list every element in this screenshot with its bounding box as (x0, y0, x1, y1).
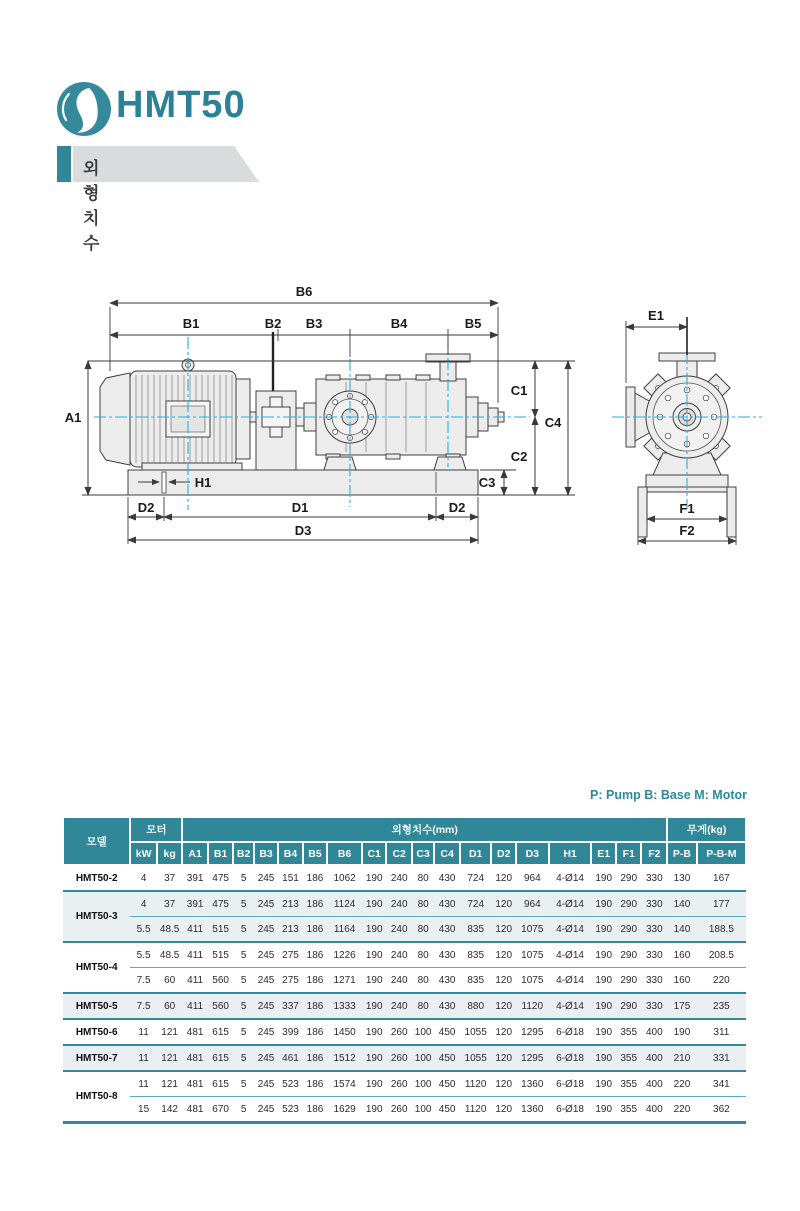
value-cell: 121 (157, 1071, 183, 1097)
model-cell: HMT50-2 (75, 872, 118, 884)
value-cell: 1055 (460, 1045, 492, 1071)
value-cell: 120 (491, 1097, 515, 1123)
value-cell: 186 (303, 942, 327, 968)
col-group-weight: 무게(kg) (667, 817, 746, 842)
value-cell: 190 (362, 1071, 386, 1097)
legend-text: P: Pump B: Base M: Motor (590, 788, 747, 802)
value-cell: 186 (303, 1019, 327, 1045)
value-cell: 290 (616, 942, 642, 968)
value-cell: 220 (667, 1071, 697, 1097)
value-cell: 290 (616, 891, 642, 917)
value-cell: 190 (591, 1097, 615, 1123)
value-cell: 188.5 (697, 917, 746, 943)
col-header-d3: D3 (516, 842, 549, 865)
value-cell: 100 (412, 1019, 434, 1045)
value-cell: 450 (434, 1071, 460, 1097)
value-cell: 220 (697, 968, 746, 994)
value-cell: 60 (157, 993, 183, 1019)
value-cell: 5.5 (130, 942, 157, 968)
side-view (65, 284, 575, 544)
value-cell: 245 (254, 1097, 278, 1123)
value-cell: 245 (254, 1045, 278, 1071)
value-cell: 120 (491, 1045, 515, 1071)
value-cell: 355 (616, 1071, 642, 1097)
value-cell: 235 (697, 993, 746, 1019)
col-header-c3: C3 (412, 842, 434, 865)
value-cell: 240 (386, 968, 412, 994)
value-cell: 4-Ø14 (549, 993, 592, 1019)
value-cell: 48.5 (157, 917, 183, 943)
value-cell: 399 (278, 1019, 302, 1045)
value-cell: 245 (254, 891, 278, 917)
value-cell: 120 (491, 993, 515, 1019)
value-cell: 4 (140, 872, 147, 884)
value-cell: 5 (240, 872, 247, 884)
value-cell: 560 (208, 968, 234, 994)
value-cell: 450 (434, 1045, 460, 1071)
value-cell: 430 (434, 993, 460, 1019)
value-cell: 245 (254, 968, 278, 994)
value-cell: 724 (460, 891, 492, 917)
col-group-dimensions: 외형치수(mm) (182, 817, 667, 842)
col-header-kw: kW (130, 842, 157, 865)
value-cell: 6-Ø18 (549, 1071, 592, 1097)
value-cell: 190 (667, 1019, 697, 1045)
value-cell: 190 (591, 993, 615, 1019)
value-cell: 290 (616, 968, 642, 994)
value-cell: 120 (491, 891, 515, 917)
col-header-f2: F2 (641, 842, 667, 865)
col-header-d1: D1 (460, 842, 492, 865)
dim-label-c4: C4 (544, 415, 562, 430)
value-cell: 245 (254, 993, 278, 1019)
dimensions-table (62, 816, 747, 1124)
value-cell: 37 (157, 891, 183, 917)
value-cell: 186 (303, 1097, 327, 1123)
value-cell: 290 (620, 872, 638, 884)
value-cell: 411 (182, 917, 208, 943)
value-cell: 186 (303, 993, 327, 1019)
value-cell: 475 (212, 872, 229, 884)
value-cell: 6-Ø18 (549, 1045, 592, 1071)
value-cell: 177 (697, 891, 746, 917)
value-cell: 523 (278, 1097, 302, 1123)
value-cell: 240 (390, 872, 408, 884)
value-cell: 1120 (516, 993, 549, 1019)
value-cell: 391 (182, 891, 208, 917)
value-cell: 1360 (516, 1071, 549, 1097)
value-cell: 355 (616, 1045, 642, 1071)
value-cell: 167 (713, 872, 730, 884)
value-cell: 213 (278, 891, 302, 917)
value-cell: 220 (667, 1097, 697, 1123)
table-row (63, 1045, 746, 1071)
sub-header-row (63, 842, 746, 865)
value-cell: 186 (303, 1071, 327, 1097)
dim-label-e1: E1 (648, 308, 664, 323)
table-row (63, 1097, 746, 1123)
value-cell: 1333 (327, 993, 362, 1019)
dim-label-c1: C1 (510, 383, 528, 398)
value-cell: 121 (157, 1045, 183, 1071)
value-cell: 140 (667, 917, 697, 943)
value-cell: 481 (182, 1097, 208, 1123)
value-cell: 964 (516, 891, 549, 917)
model-cell: HMT50-8 (63, 1071, 130, 1123)
value-cell: 670 (208, 1097, 234, 1123)
value-cell: 450 (434, 1019, 460, 1045)
value-cell: 330 (641, 917, 667, 943)
value-cell: 330 (645, 872, 663, 884)
value-cell: 186 (303, 968, 327, 994)
value-cell: 121 (157, 1019, 183, 1045)
value-cell: 142 (157, 1097, 183, 1123)
value-cell: 355 (616, 1019, 642, 1045)
dim-label-c3: C3 (478, 475, 496, 490)
value-cell: 100 (412, 1071, 434, 1097)
value-cell: 5 (233, 1019, 253, 1045)
dim-label-d3: D3 (294, 523, 312, 538)
col-header-h1: H1 (549, 842, 592, 865)
value-cell: 4-Ø14 (549, 917, 592, 943)
value-cell: 1512 (327, 1045, 362, 1071)
value-cell: 5 (233, 942, 253, 968)
value-cell: 355 (616, 1097, 642, 1123)
value-cell: 337 (278, 993, 302, 1019)
dim-label-d2-right: D2 (448, 500, 466, 515)
value-cell: 4-Ø14 (549, 968, 592, 994)
value-cell: 190 (591, 917, 615, 943)
page-title: HMT50 (116, 84, 246, 126)
value-cell: 341 (697, 1071, 746, 1097)
value-cell: 240 (386, 993, 412, 1019)
value-cell: 1295 (516, 1045, 549, 1071)
value-cell: 275 (278, 942, 302, 968)
value-cell: 1164 (327, 917, 362, 943)
col-group-motor: 모터 (130, 817, 182, 842)
value-cell: 1075 (516, 942, 549, 968)
value-cell: 560 (208, 993, 234, 1019)
value-cell: 60 (157, 968, 183, 994)
value-cell: 481 (182, 1071, 208, 1097)
value-cell: 724 (467, 872, 485, 884)
col-header-c2: C2 (386, 842, 412, 865)
value-cell: 260 (386, 1097, 412, 1123)
value-cell: 186 (303, 917, 327, 943)
value-cell: 1120 (460, 1097, 492, 1123)
dim-label-d2-left: D2 (137, 500, 155, 515)
dim-label-b4: B4 (390, 316, 408, 331)
value-cell: 411 (182, 993, 208, 1019)
value-cell: 120 (491, 1019, 515, 1045)
value-cell: 475 (208, 891, 234, 917)
value-cell: 290 (616, 917, 642, 943)
value-cell: 1226 (327, 942, 362, 968)
col-header-f1: F1 (616, 842, 642, 865)
value-cell: 330 (641, 942, 667, 968)
value-cell: 515 (208, 917, 234, 943)
value-cell: 275 (278, 968, 302, 994)
value-cell: 80 (412, 891, 434, 917)
value-cell: 245 (254, 1071, 278, 1097)
value-cell: 5.5 (130, 917, 157, 943)
value-cell: 120 (495, 872, 513, 884)
value-cell: 48.5 (157, 942, 183, 968)
value-cell: 400 (641, 1097, 667, 1123)
value-cell: 1574 (327, 1071, 362, 1097)
value-cell: 186 (303, 891, 327, 917)
value-cell: 260 (386, 1019, 412, 1045)
value-cell: 190 (362, 1097, 386, 1123)
value-cell: 5 (233, 1071, 253, 1097)
value-cell: 461 (278, 1045, 302, 1071)
value-cell: 160 (667, 968, 697, 994)
col-header-b5: B5 (303, 842, 327, 865)
value-cell: 615 (208, 1071, 234, 1097)
value-cell: 1120 (460, 1071, 492, 1097)
value-cell: 80 (412, 993, 434, 1019)
value-cell: 5 (233, 1045, 253, 1071)
table-row (63, 865, 746, 891)
value-cell: 120 (491, 917, 515, 943)
dim-label-f1: F1 (679, 501, 695, 516)
value-cell: 835 (460, 917, 492, 943)
value-cell: 835 (460, 968, 492, 994)
col-header-b4: B4 (278, 842, 302, 865)
value-cell: 6-Ø18 (549, 1097, 592, 1123)
value-cell: 4-Ø14 (549, 942, 592, 968)
value-cell: 213 (278, 917, 302, 943)
dim-label-b1: B1 (182, 316, 200, 331)
value-cell: 964 (523, 872, 541, 884)
value-cell: 190 (362, 917, 386, 943)
col-header-c1: C1 (362, 842, 386, 865)
value-cell: 411 (182, 942, 208, 968)
col-header-p-b-m: P-B-M (697, 842, 746, 865)
col-header-kg: kg (157, 842, 183, 865)
col-header-b2: B2 (233, 842, 253, 865)
end-view (612, 308, 762, 545)
value-cell: 615 (208, 1019, 234, 1045)
value-cell: 210 (667, 1045, 697, 1071)
value-cell: 481 (182, 1019, 208, 1045)
col-header-b6: B6 (327, 842, 362, 865)
value-cell: 5 (233, 968, 253, 994)
value-cell: 130 (673, 872, 691, 884)
value-cell: 120 (491, 942, 515, 968)
value-cell: 391 (186, 872, 204, 884)
col-header-e1: E1 (591, 842, 615, 865)
value-cell: 1450 (327, 1019, 362, 1045)
value-cell: 4-Ø14 (556, 872, 584, 884)
value-cell: 430 (434, 942, 460, 968)
value-cell: 245 (254, 917, 278, 943)
table-row (63, 993, 746, 1019)
value-cell: 6-Ø18 (549, 1019, 592, 1045)
value-cell: 523 (278, 1071, 302, 1097)
dim-label-f2: F2 (679, 523, 695, 538)
value-cell: 411 (182, 968, 208, 994)
col-header-b3: B3 (254, 842, 278, 865)
col-header-d2: D2 (491, 842, 515, 865)
value-cell: 5 (233, 917, 253, 943)
value-cell: 5 (233, 1097, 253, 1123)
table-row (63, 1071, 746, 1097)
value-cell: 515 (208, 942, 234, 968)
value-cell: 11 (130, 1019, 157, 1045)
value-cell: 290 (616, 993, 642, 1019)
table-row (63, 917, 746, 943)
value-cell: 80 (417, 872, 429, 884)
value-cell: 1124 (327, 891, 362, 917)
dim-label-b5: B5 (464, 316, 482, 331)
value-cell: 245 (254, 942, 278, 968)
value-cell: 7.5 (130, 968, 157, 994)
value-cell: 190 (591, 1071, 615, 1097)
value-cell: 100 (412, 1097, 434, 1123)
value-cell: 175 (667, 993, 697, 1019)
model-cell: HMT50-4 (63, 942, 130, 993)
value-cell: 5 (233, 891, 253, 917)
value-cell: 362 (697, 1097, 746, 1123)
value-cell: 151 (282, 872, 299, 884)
value-cell: 330 (641, 968, 667, 994)
model-cell: HMT50-5 (63, 993, 130, 1019)
value-cell: 1271 (327, 968, 362, 994)
value-cell: 400 (641, 1071, 667, 1097)
value-cell: 190 (365, 872, 383, 884)
value-cell: 37 (164, 872, 176, 884)
model-cell: HMT50-7 (63, 1045, 130, 1071)
model-cell: HMT50-6 (63, 1019, 130, 1045)
value-cell: 80 (412, 917, 434, 943)
table-row (63, 1019, 746, 1045)
banner-flag (73, 146, 259, 182)
value-cell: 240 (386, 891, 412, 917)
col-header-b1: B1 (208, 842, 234, 865)
value-cell: 330 (641, 891, 667, 917)
value-cell: 240 (386, 917, 412, 943)
value-cell: 430 (438, 872, 456, 884)
dim-label-h1: H1 (194, 475, 212, 490)
value-cell: 120 (491, 968, 515, 994)
value-cell: 190 (362, 968, 386, 994)
value-cell: 1295 (516, 1019, 549, 1045)
value-cell: 7.5 (130, 993, 157, 1019)
value-cell: 880 (460, 993, 492, 1019)
table-row (63, 942, 746, 968)
value-cell: 190 (362, 942, 386, 968)
value-cell: 430 (434, 891, 460, 917)
value-cell: 400 (641, 1019, 667, 1045)
value-cell: 5 (233, 993, 253, 1019)
value-cell: 80 (412, 942, 434, 968)
value-cell: 190 (362, 993, 386, 1019)
dim-label-b2: B2 (264, 316, 282, 331)
value-cell: 190 (591, 891, 615, 917)
value-cell: 1629 (327, 1097, 362, 1123)
value-cell: 80 (412, 968, 434, 994)
dims-table-body (63, 865, 746, 1123)
banner-accent-bar (57, 146, 71, 182)
value-cell: 330 (641, 993, 667, 1019)
value-cell: 186 (306, 872, 324, 884)
value-cell: 260 (386, 1071, 412, 1097)
col-header-p-b: P-B (667, 842, 697, 865)
dim-label-a1: A1 (64, 410, 82, 425)
value-cell: 331 (697, 1045, 746, 1071)
value-cell: 1360 (516, 1097, 549, 1123)
value-cell: 11 (130, 1045, 157, 1071)
value-cell: 481 (182, 1045, 208, 1071)
value-cell: 190 (591, 1045, 615, 1071)
value-cell: 190 (362, 1019, 386, 1045)
value-cell: 208.5 (697, 942, 746, 968)
value-cell: 186 (303, 1045, 327, 1071)
dim-label-b6: B6 (295, 284, 313, 299)
value-cell: 835 (460, 942, 492, 968)
col-header-c4: C4 (434, 842, 460, 865)
table-row (63, 968, 746, 994)
value-cell: 1062 (333, 872, 356, 884)
value-cell: 240 (386, 942, 412, 968)
value-cell: 450 (434, 1097, 460, 1123)
value-cell: 190 (591, 968, 615, 994)
col-header-a1: A1 (182, 842, 208, 865)
value-cell: 4 (130, 891, 157, 917)
dim-label-d1: D1 (291, 500, 309, 515)
value-cell: 400 (641, 1045, 667, 1071)
value-cell: 4-Ø14 (549, 891, 592, 917)
value-cell: 430 (434, 917, 460, 943)
table-row (63, 891, 746, 917)
value-cell: 190 (591, 942, 615, 968)
dim-label-b3: B3 (305, 316, 323, 331)
model-cell: HMT50-3 (63, 891, 130, 942)
value-cell: 190 (595, 872, 613, 884)
value-cell: 15 (130, 1097, 157, 1123)
value-cell: 190 (591, 1019, 615, 1045)
value-cell: 100 (412, 1045, 434, 1071)
value-cell: 245 (254, 1019, 278, 1045)
value-cell: 1075 (516, 917, 549, 943)
value-cell: 140 (667, 891, 697, 917)
value-cell: 311 (697, 1019, 746, 1045)
value-cell: 120 (491, 1071, 515, 1097)
value-cell: 11 (130, 1071, 157, 1097)
value-cell: 615 (208, 1045, 234, 1071)
value-cell: 1075 (516, 968, 549, 994)
value-cell: 245 (257, 872, 275, 884)
value-cell: 430 (434, 968, 460, 994)
brand-logo-icon (56, 81, 112, 137)
dim-label-c2: C2 (510, 449, 528, 464)
value-cell: 190 (362, 1045, 386, 1071)
value-cell: 190 (362, 891, 386, 917)
section-label: 외형치수 (83, 159, 100, 253)
value-cell: 260 (386, 1045, 412, 1071)
value-cell: 160 (667, 942, 697, 968)
dimension-diagram (60, 275, 770, 575)
col-header-model: 모델 (63, 817, 130, 865)
value-cell: 1055 (460, 1019, 492, 1045)
